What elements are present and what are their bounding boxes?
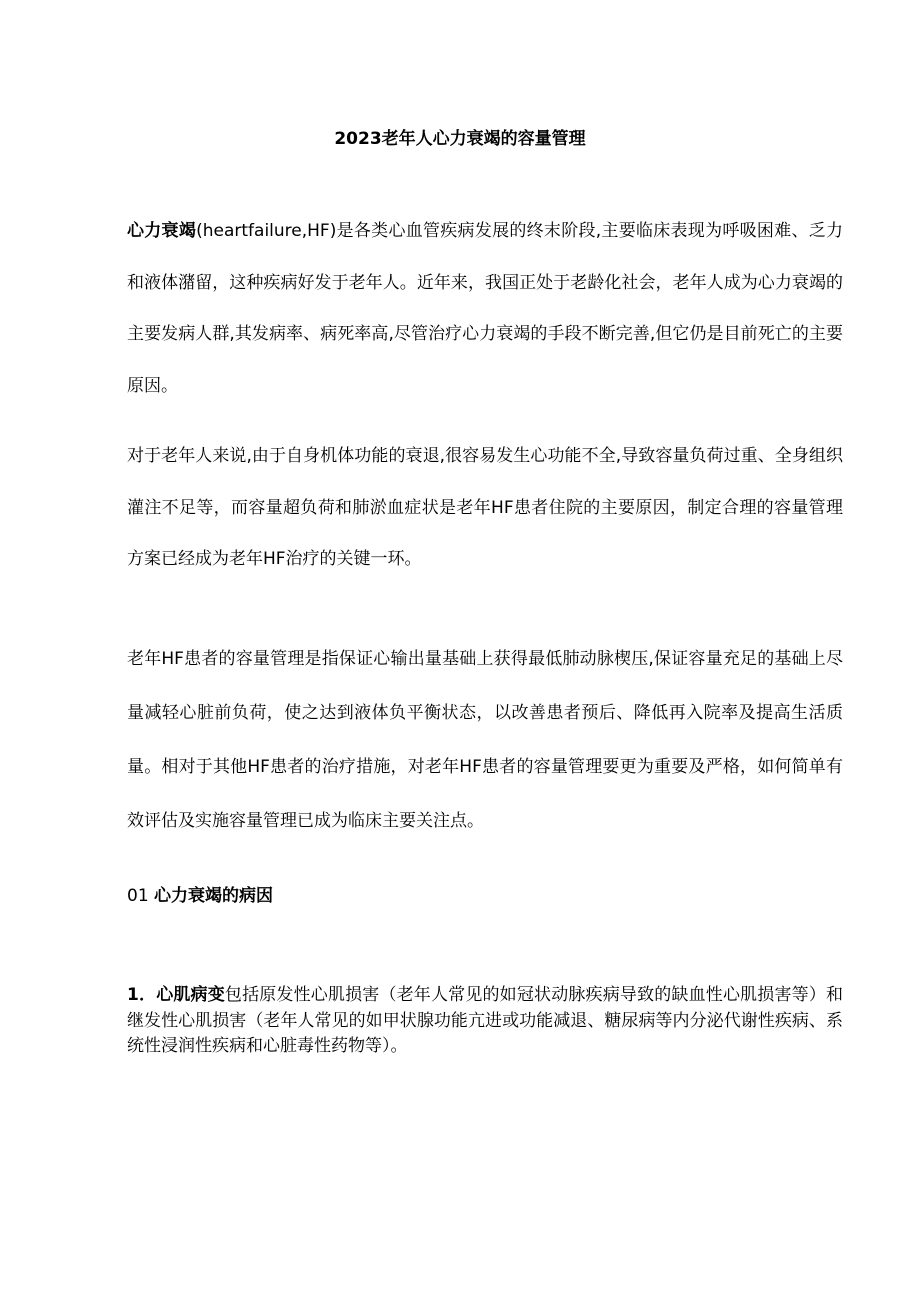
term-heart-failure: 心力衰竭 (127, 221, 197, 241)
list-item-number: 1． (127, 985, 157, 1005)
document-title: 2023老年人心力衰竭的容量管理 (334, 129, 586, 149)
term-myocardial-lesion: 心肌病变 (156, 985, 225, 1005)
section-title: 心力衰竭的病因 (154, 886, 274, 906)
list-item-myocardial (127, 983, 843, 1060)
paragraph-elderly-context: 对于老年人来说,由于自身机体功能的衰退,很容易发生心功能不全,导致容量负荷过重、全身组织灌注不足等，而容量超负荷和肺淤血症状是老年HF患者住院的主要原因，制定合理的容量管理方案已经成为老年HF治疗的关键一环。 (127, 446, 843, 569)
section-number: 01 (127, 886, 149, 906)
section-heading-etiology (127, 884, 273, 908)
paragraph-volume-management: 老年HF患者的容量管理是指保证心输出量基础上获得最低肺动脉楔压,保证容量充足的基础上尽量减轻心脏前负荷，使之达到液体负平衡状态，以改善患者预后、降低再入院率及提高生活质量。相对于其他HF患者的治疗措施，对老年HF患者的容量管理要更为重要及严格，如何简单有效评估及实施容量管理已成为临床主要关注点。 (127, 649, 843, 831)
list-item-text: 包括原发性心肌损害（老年人常见的如冠状动脉疾病导致的缺血性心肌损害等）和继发性心肌损害（老年人常见的如甲状腺功能亢进或功能减退、糖尿病等内分泌代谢性疾病、系统性浸润性疾病和心脏毒性药物等）。 (127, 985, 843, 1056)
paragraph-intro-text: (heartfailure,HF)是各类心血管疾病发展的终末阶段,主要临床表现为呼吸困难、乏力和液体潴留，这种疾病好发于老年人。近年来，我国正处于老龄化社会，老年人成为心力衰竭的主要发病人群,其发病率、病死率高,尽管治疗心力衰竭的手段不断完善,但它仍是目前死亡的主要原因。 (127, 221, 844, 396)
paragraph-intro (127, 206, 843, 412)
